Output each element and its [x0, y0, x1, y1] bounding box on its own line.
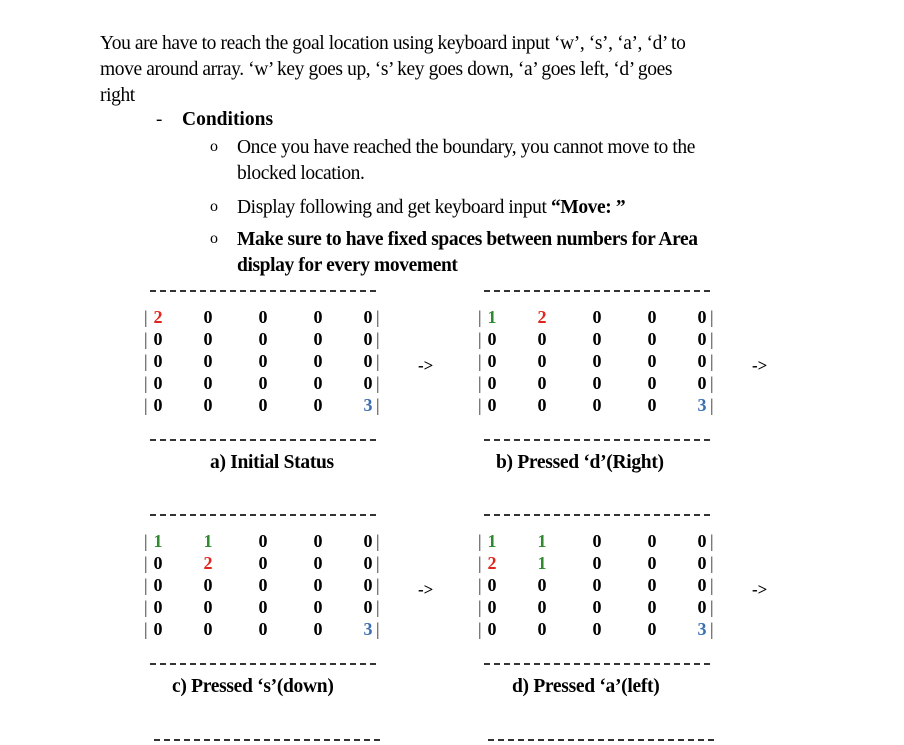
- grid-right-border: |: [376, 575, 380, 595]
- grid-right-border: |: [710, 395, 714, 415]
- grid-cell: 0: [313, 575, 323, 595]
- grid-cell: 1: [537, 553, 547, 573]
- grid-cell: 0: [153, 329, 163, 349]
- grid-cell: 0: [487, 597, 497, 617]
- area-grid: [144, 530, 380, 640]
- arrow-2: ->: [752, 356, 768, 375]
- grid-cell: 1: [203, 531, 213, 551]
- grid-row: [144, 372, 380, 394]
- grid-cell: 0: [363, 307, 373, 327]
- grid-bottom-border: [484, 439, 710, 441]
- grid-cell: 0: [258, 351, 268, 371]
- intro-paragraph: [100, 31, 790, 109]
- grid-left-border: |: [478, 395, 482, 415]
- grid-left-border: |: [478, 553, 482, 573]
- grid-left-border: |: [144, 307, 148, 327]
- grid-cell: 0: [313, 619, 323, 639]
- grid-cell: 0: [203, 307, 213, 327]
- grid-cell: 0: [363, 329, 373, 349]
- grid-cell: 0: [258, 395, 268, 415]
- grid-cell: 0: [313, 307, 323, 327]
- grid-cell: 0: [363, 597, 373, 617]
- grid-right-border: |: [710, 619, 714, 639]
- grid-cell: 1: [487, 531, 497, 551]
- grid-cell: 0: [203, 351, 213, 371]
- condition-display-text: Display following and get keyboard input: [237, 197, 551, 218]
- grid-cell: 0: [203, 373, 213, 393]
- grid-left-border: |: [478, 307, 482, 327]
- grid-right-border: |: [376, 553, 380, 573]
- caption-initial: a) Initial Status: [210, 452, 334, 473]
- area-grid: [478, 530, 714, 640]
- condition-fixed-spaces-line-2: display for every movement: [237, 255, 458, 276]
- grid-cell: 0: [487, 351, 497, 371]
- caption-left: d) Pressed ‘a’(left): [512, 676, 660, 697]
- grid-cell: 0: [537, 575, 547, 595]
- grid-cell: 0: [647, 307, 657, 327]
- grid-cell: 0: [203, 575, 213, 595]
- condition-boundary-line-1: Once you have reached the boundary, you cannot move to the: [237, 137, 695, 158]
- grid-panel-right: [478, 287, 714, 427]
- grid-right-border: |: [376, 619, 380, 639]
- grid-left-border: |: [478, 619, 482, 639]
- grid-cell: 0: [592, 597, 602, 617]
- arrow-4: ->: [752, 580, 768, 599]
- grid-cell: 0: [647, 373, 657, 393]
- grid-row: [144, 552, 380, 574]
- grid-cell: 0: [647, 531, 657, 551]
- grid-right-border: |: [710, 351, 714, 371]
- intro-line-2: move around array. ‘w’ key goes up, ‘s’ key goes down, ‘a’ goes left, ‘d’ goes: [100, 59, 673, 80]
- condition-boundary: [237, 135, 777, 187]
- grid-cell: 0: [697, 373, 707, 393]
- grid-row: [478, 618, 714, 640]
- grid-row: [478, 350, 714, 372]
- grid-cell: 0: [258, 553, 268, 573]
- grid-cell: 0: [153, 373, 163, 393]
- grid-row: [144, 530, 380, 552]
- grid-row: [144, 574, 380, 596]
- grid-cell: 0: [697, 531, 707, 551]
- grid-bottom-border: [150, 439, 376, 441]
- bullet-icon: o: [210, 198, 218, 215]
- caption-down: c) Pressed ‘s’(down): [172, 676, 334, 697]
- grid-left-border: |: [478, 329, 482, 349]
- grid-row: [144, 350, 380, 372]
- grid-cell: 3: [363, 619, 373, 639]
- grid-cell: 0: [153, 351, 163, 371]
- intro-line-3: right: [100, 85, 135, 106]
- grid-cell: 0: [313, 329, 323, 349]
- grid-cell: 0: [592, 329, 602, 349]
- grid-cell: 0: [592, 307, 602, 327]
- grid-cell: 0: [647, 619, 657, 639]
- grid-cell: 0: [203, 329, 213, 349]
- conditions-dash: -: [156, 109, 163, 130]
- grid-right-border: |: [376, 531, 380, 551]
- grid-row: [144, 328, 380, 350]
- grid-cell: 0: [313, 373, 323, 393]
- grid-bottom-border: [150, 663, 376, 665]
- grid-cell: 0: [313, 531, 323, 551]
- grid-cell: 3: [697, 395, 707, 415]
- grid-left-border: |: [478, 351, 482, 371]
- next-panel-top-border: [154, 739, 380, 741]
- grid-cell: 0: [537, 329, 547, 349]
- grid-cell: 0: [697, 307, 707, 327]
- grid-left-border: |: [144, 597, 148, 617]
- grid-cell: 0: [203, 619, 213, 639]
- grid-row: [478, 552, 714, 574]
- grid-row: [478, 394, 714, 416]
- grid-cell: 0: [647, 575, 657, 595]
- grid-cell: 0: [647, 553, 657, 573]
- grid-cell: 0: [647, 597, 657, 617]
- grid-cell: 0: [363, 351, 373, 371]
- conditions-title: Conditions: [182, 109, 274, 130]
- grid-row: [478, 574, 714, 596]
- grid-right-border: |: [376, 351, 380, 371]
- grid-cell: 0: [487, 619, 497, 639]
- grid-left-border: |: [144, 373, 148, 393]
- grid-left-border: |: [144, 619, 148, 639]
- grid-cell: 0: [203, 395, 213, 415]
- grid-cell: 0: [153, 395, 163, 415]
- condition-fixed-spaces-line-1: Make sure to have fixed spaces between numbers for Area: [237, 229, 698, 250]
- grid-right-border: |: [376, 395, 380, 415]
- bullet-icon: o: [210, 230, 218, 247]
- grid-cell: 0: [537, 373, 547, 393]
- area-grid: [144, 306, 380, 416]
- grid-cell: 0: [153, 575, 163, 595]
- grid-right-border: |: [376, 329, 380, 349]
- grid-cell: 0: [363, 373, 373, 393]
- grid-row: [144, 596, 380, 618]
- grid-cell: 2: [153, 307, 163, 327]
- grid-row: [144, 394, 380, 416]
- grid-row: [144, 618, 380, 640]
- grid-cell: 0: [697, 575, 707, 595]
- condition-boundary-line-2: blocked location.: [237, 163, 365, 184]
- grid-panel-initial: [144, 287, 380, 427]
- grid-top-border: [484, 514, 710, 516]
- grid-cell: 0: [153, 553, 163, 573]
- condition-display: [237, 195, 777, 221]
- grid-left-border: |: [478, 575, 482, 595]
- grid-cell: 0: [647, 395, 657, 415]
- grid-cell: 0: [647, 351, 657, 371]
- grid-right-border: |: [376, 307, 380, 327]
- grid-right-border: |: [710, 597, 714, 617]
- grid-cell: 0: [313, 395, 323, 415]
- grid-cell: 0: [258, 329, 268, 349]
- grid-cell: 0: [487, 395, 497, 415]
- grid-cell: 0: [537, 351, 547, 371]
- grid-cell: 0: [313, 553, 323, 573]
- grid-row: [478, 596, 714, 618]
- grid-right-border: |: [710, 307, 714, 327]
- grid-row: [478, 306, 714, 328]
- grid-cell: 0: [313, 351, 323, 371]
- grid-cell: 2: [203, 553, 213, 573]
- grid-cell: 0: [363, 531, 373, 551]
- grid-cell: 0: [258, 575, 268, 595]
- grid-row: [478, 328, 714, 350]
- grid-panel-left: [478, 511, 714, 651]
- grid-cell: 0: [537, 597, 547, 617]
- grid-cell: 0: [363, 575, 373, 595]
- grid-right-border: |: [710, 531, 714, 551]
- grid-cell: 3: [697, 619, 707, 639]
- grid-cell: 1: [153, 531, 163, 551]
- grid-cell: 0: [153, 597, 163, 617]
- next-panel-top-border: [488, 739, 714, 741]
- grid-left-border: |: [144, 395, 148, 415]
- grid-cell: 0: [697, 553, 707, 573]
- grid-cell: 0: [313, 597, 323, 617]
- grid-cell: 0: [592, 553, 602, 573]
- grid-right-border: |: [376, 373, 380, 393]
- grid-right-border: |: [376, 597, 380, 617]
- grid-cell: 2: [537, 307, 547, 327]
- grid-cell: 3: [363, 395, 373, 415]
- caption-right: b) Pressed ‘d’(Right): [496, 452, 664, 473]
- grid-cell: 0: [592, 373, 602, 393]
- grid-cell: 0: [592, 619, 602, 639]
- grid-cell: 0: [258, 531, 268, 551]
- grid-cell: 0: [487, 575, 497, 595]
- grid-cell: 0: [592, 351, 602, 371]
- grid-row: [478, 530, 714, 552]
- grid-right-border: |: [710, 553, 714, 573]
- grid-left-border: |: [144, 329, 148, 349]
- grid-cell: 0: [258, 373, 268, 393]
- grid-right-border: |: [710, 329, 714, 349]
- grid-left-border: |: [144, 575, 148, 595]
- grid-cell: 0: [697, 351, 707, 371]
- grid-cell: 0: [537, 395, 547, 415]
- grid-left-border: |: [144, 553, 148, 573]
- grid-cell: 0: [647, 329, 657, 349]
- grid-cell: 0: [592, 575, 602, 595]
- grid-left-border: |: [478, 531, 482, 551]
- grid-left-border: |: [144, 531, 148, 551]
- grid-panel-down: [144, 511, 380, 651]
- grid-cell: 0: [258, 307, 268, 327]
- grid-left-border: |: [478, 373, 482, 393]
- grid-cell: 1: [537, 531, 547, 551]
- condition-fixed-spaces: [237, 227, 777, 279]
- grid-cell: 0: [258, 597, 268, 617]
- bullet-icon: o: [210, 138, 218, 155]
- grid-cell: 0: [487, 329, 497, 349]
- grid-cell: 0: [153, 619, 163, 639]
- move-prompt: “Move: ”: [550, 197, 626, 218]
- grid-right-border: |: [710, 373, 714, 393]
- grid-cell: 0: [592, 395, 602, 415]
- grid-right-border: |: [710, 575, 714, 595]
- grid-cell: 0: [697, 329, 707, 349]
- grid-top-border: [150, 514, 376, 516]
- grid-cell: 0: [537, 619, 547, 639]
- grid-cell: 0: [203, 597, 213, 617]
- grid-cell: 0: [487, 373, 497, 393]
- grid-cell: 0: [258, 619, 268, 639]
- grid-cell: 1: [487, 307, 497, 327]
- grid-cell: 0: [592, 531, 602, 551]
- grid-cell: 2: [487, 553, 497, 573]
- grid-row: [478, 372, 714, 394]
- grid-cell: 0: [697, 597, 707, 617]
- grid-bottom-border: [484, 663, 710, 665]
- intro-line-1: You are have to reach the goal location using keyboard input ‘w’, ‘s’, ‘a’, ‘d’ to: [100, 33, 686, 54]
- grid-left-border: |: [144, 351, 148, 371]
- grid-top-border: [150, 290, 376, 292]
- grid-row: [144, 306, 380, 328]
- area-grid: [478, 306, 714, 416]
- grid-top-border: [484, 290, 710, 292]
- arrow-1: ->: [418, 356, 434, 375]
- arrow-3: ->: [418, 580, 434, 599]
- grid-left-border: |: [478, 597, 482, 617]
- grid-cell: 0: [363, 553, 373, 573]
